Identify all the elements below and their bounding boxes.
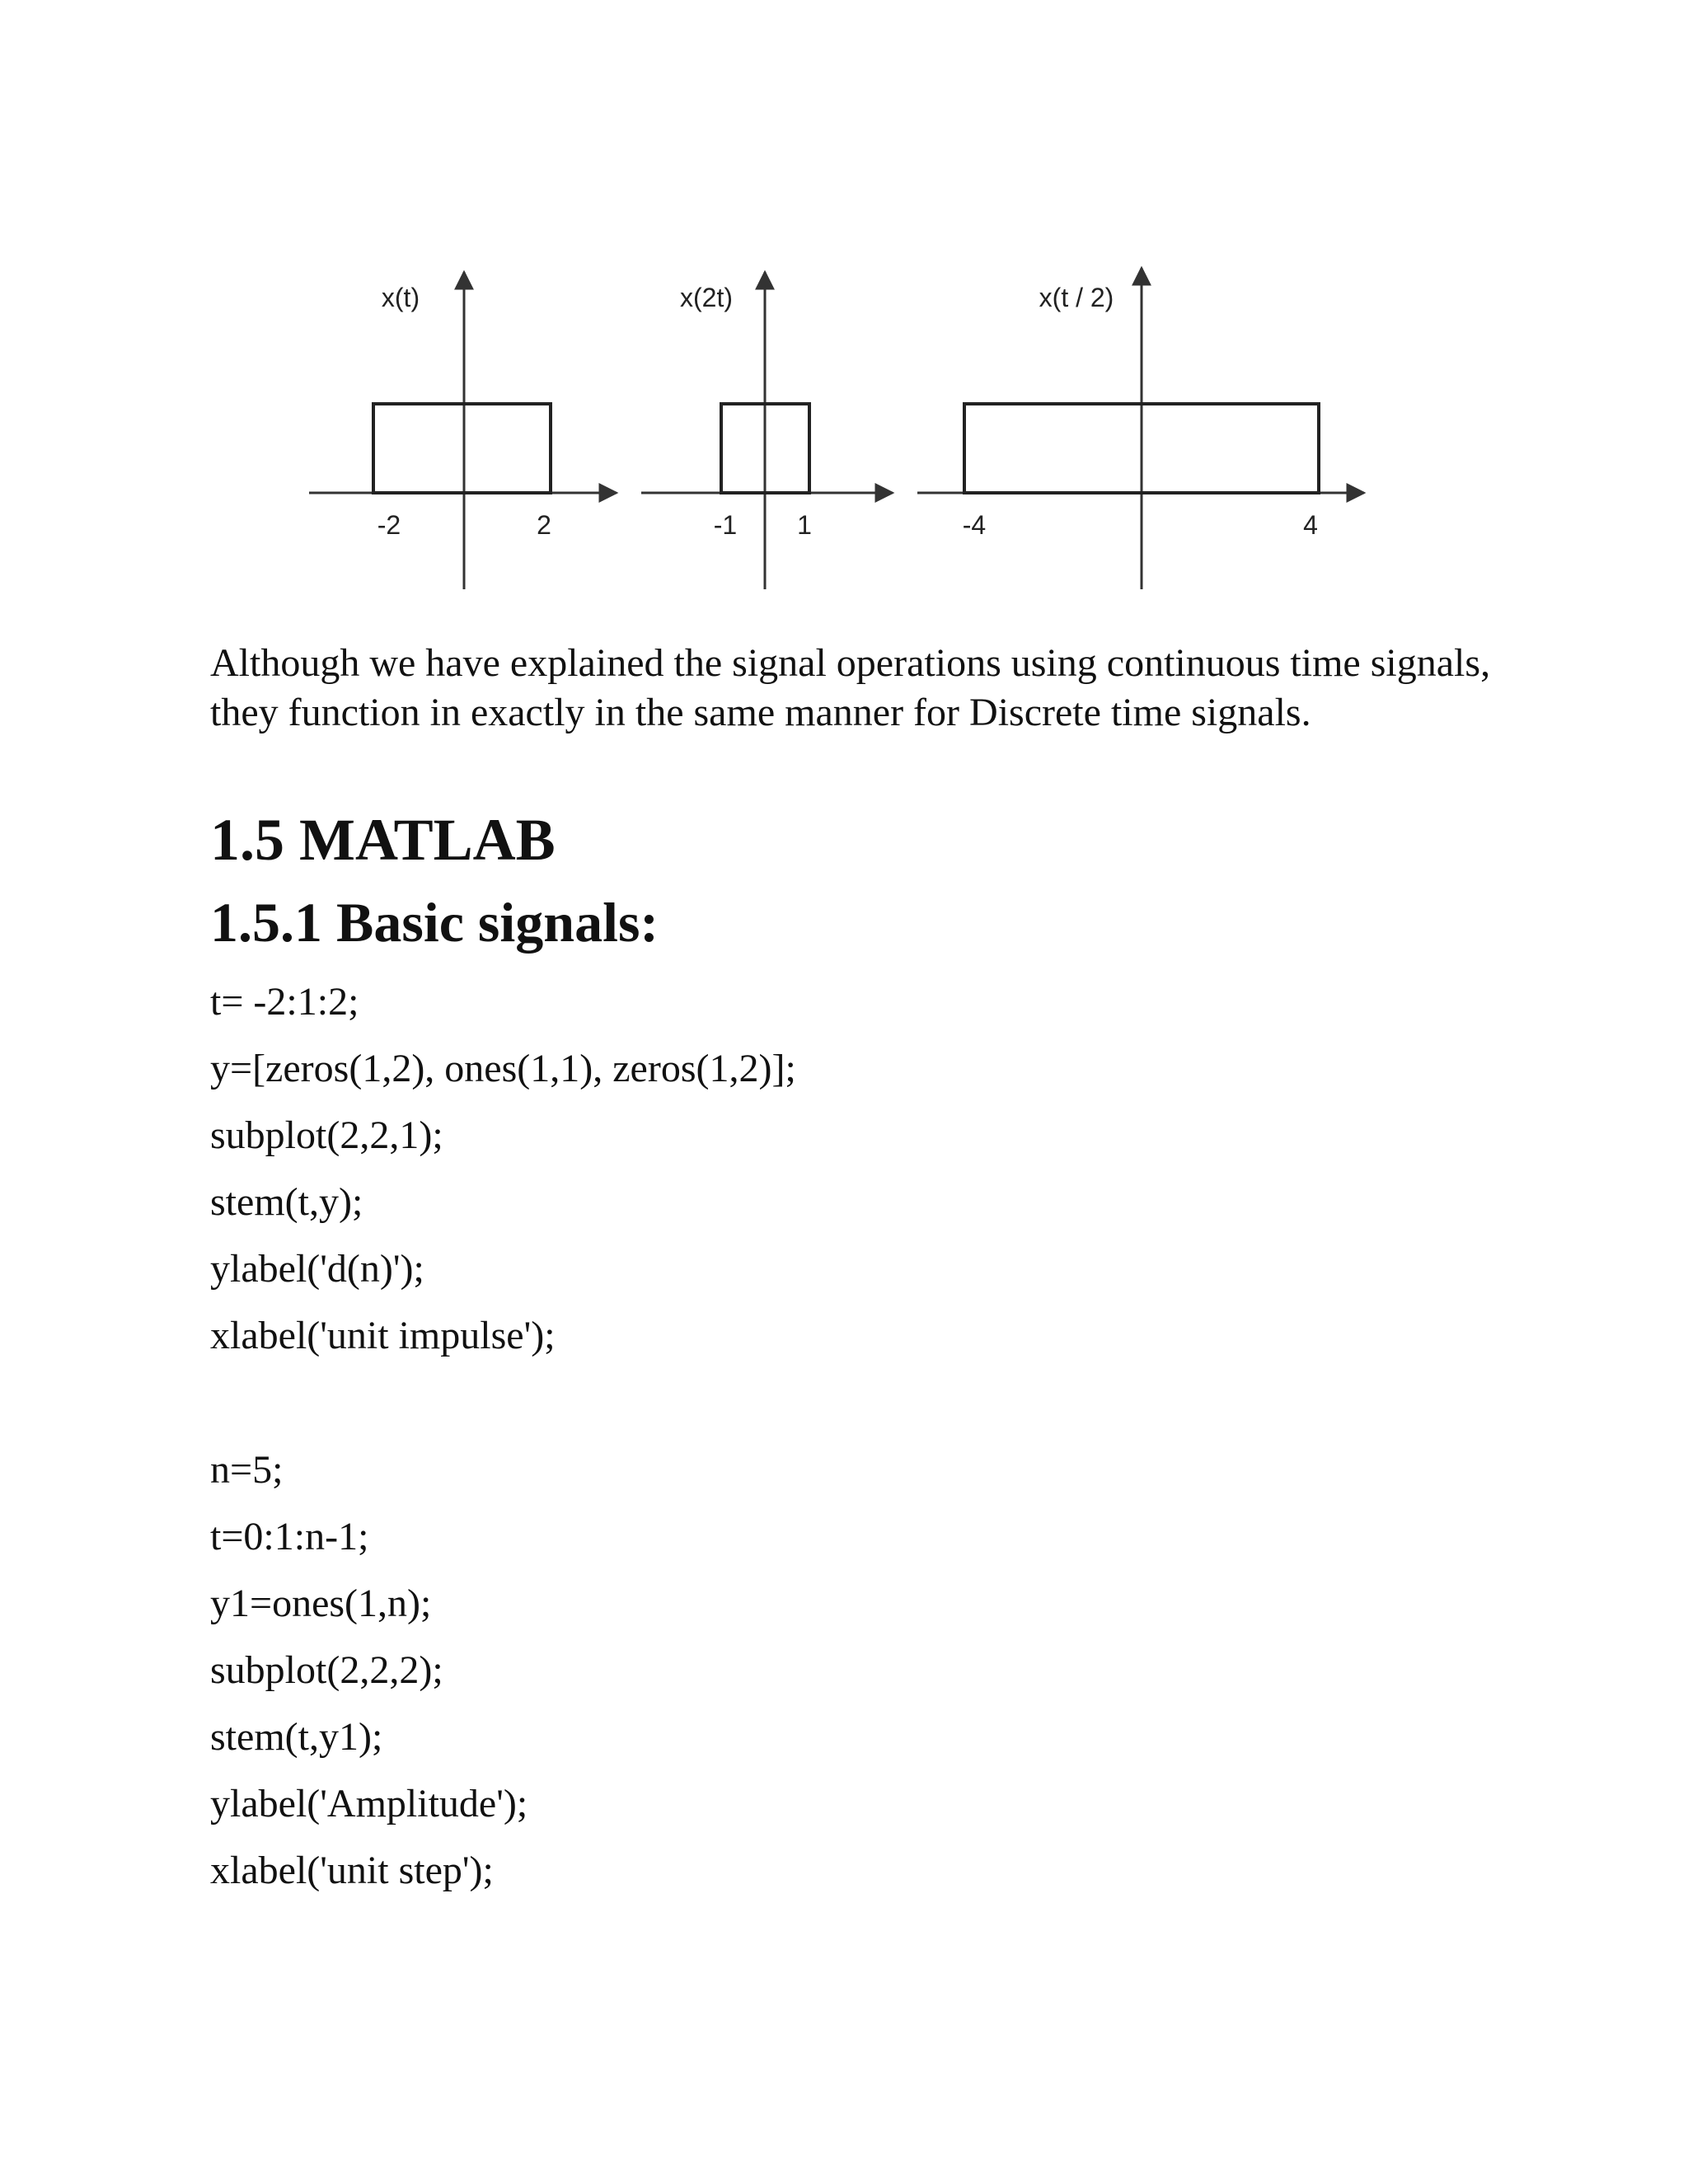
code-line: y=[zeros(1,2), ones(1,1), zeros(1,2)]; [210,1047,796,1090]
code-line: t=0:1:n-1; [210,1515,369,1558]
code-line: n=5; [210,1448,284,1492]
subsection-heading: 1.5.1 Basic signals: [210,891,659,954]
signal-label: x(t / 2) [1039,283,1114,312]
code-line: stem(t,y); [210,1180,363,1224]
panel-x-t [309,272,617,589]
code-line: subplot(2,2,1); [210,1113,443,1157]
code-line: subplot(2,2,2); [210,1648,443,1692]
tick-left: -2 [377,510,401,540]
section-heading: 1.5 MATLAB [210,807,556,873]
panel-x-t-half [917,268,1364,589]
tick-left: -1 [713,510,738,540]
rect-pulse [373,404,551,493]
signal-label: x(t) [381,283,420,312]
tick-right: 2 [537,510,551,540]
panel-x-2t [641,272,893,589]
code-line: xlabel('unit step'); [210,1849,494,1892]
code-line: ylabel('Amplitude'); [210,1782,528,1825]
signal-scaling-diagram [0,0,1688,626]
code-line: t= -2:1:2; [210,980,359,1024]
signal-label: x(2t) [680,283,733,312]
code-line: ylabel('d(n)'); [210,1247,424,1291]
tick-right: 1 [797,510,812,540]
code-line: stem(t,y1); [210,1715,383,1759]
tick-right: 4 [1303,510,1318,540]
code-line: y1=ones(1,n); [210,1582,432,1625]
signal-scaling-figure [0,0,1688,626]
tick-left: -4 [962,510,987,540]
code-line: xlabel('unit impulse'); [210,1314,556,1357]
body-paragraph: Although we have explained the signal operations using continuous time signals, they function in exactly in the same manner for Discrete time signals. [210,641,1491,734]
